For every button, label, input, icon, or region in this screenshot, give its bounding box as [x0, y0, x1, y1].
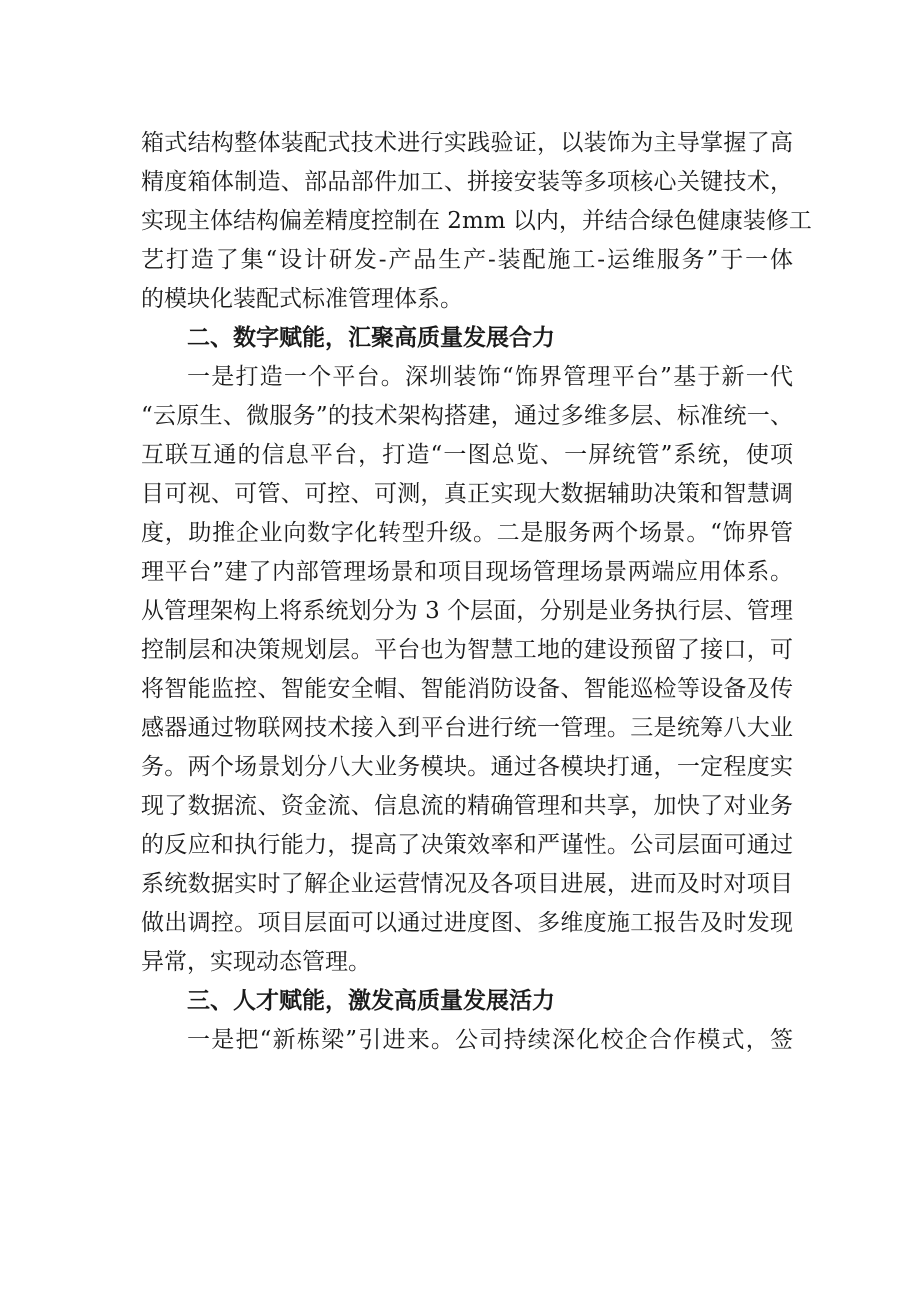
text-line: “云原生、微服务”的技术架构搭建，通过多维多层、标准统一、 [141, 403, 793, 429]
text-line: 异常，实现动态管理。 [141, 949, 371, 975]
text-line: 现了数据流、资金流、信息流的精确管理和共享，加快了对业务 [141, 793, 793, 819]
text-line: 一是把“新栋梁”引进来。公司持续深化校企合作模式，签 [187, 1027, 793, 1053]
text-line: 艺打造了集“设计研发-产品生产-装配施工-运维服务”于一体 [141, 247, 793, 273]
paragraph-digital [141, 358, 793, 982]
text-line: 的反应和执行能力，提高了决策效率和严谨性。公司层面可通过 [141, 832, 793, 858]
text-line: 系统数据实时了解企业运营情况及各项目进展，进而及时对项目 [141, 871, 793, 897]
text-line: 目可视、可管、可控、可测，真正实现大数据辅助决策和智慧调 [141, 481, 793, 507]
text-line: 精度箱体制造、部品部件加工、拼接安装等多项核心关键技术， [141, 169, 793, 195]
document-body [141, 124, 812, 1060]
text-line: 实现主体结构偏差精度控制在 2mm 以内，并结合绿色健康装修工 [141, 208, 812, 234]
paragraph-continuation [141, 124, 812, 319]
section-heading-digital: 二、数字赋能，汇聚高质量发展合力 [187, 325, 555, 351]
text-line: 理平台”建了内部管理场景和项目现场管理场景两端应用体系。 [141, 559, 793, 585]
text-line: 度，助推企业向数字化转型升级。二是服务两个场景。“饰界管 [141, 520, 793, 546]
text-line: 感器通过物联网技术接入到平台进行统一管理。三是统筹八大业 [141, 715, 793, 741]
paragraph-talent [141, 1021, 793, 1060]
text-line: 的模块化装配式标准管理体系。 [141, 286, 463, 312]
text-line: 互联互通的信息平台，打造“一图总览、一屏统管”系统，使项 [141, 442, 793, 468]
text-line: 箱式结构整体装配式技术进行实践验证，以装饰为主导掌握了高 [141, 130, 793, 156]
text-line: 做出调控。项目层面可以通过进度图、多维度施工报告及时发现 [141, 910, 793, 936]
section-heading-talent: 三、人才赋能，激发高质量发展活力 [187, 988, 555, 1014]
text-line: 将智能监控、智能安全帽、智能消防设备、智能巡检等设备及传 [141, 676, 793, 702]
text-line: 控制层和决策规划层。平台也为智慧工地的建设预留了接口，可 [141, 637, 793, 663]
text-line: 从管理架构上将系统划分为 3 个层面，分别是业务执行层、管理 [141, 598, 793, 624]
text-line: 一是打造一个平台。深圳装饰“饰界管理平台”基于新一代 [187, 364, 793, 390]
text-line: 务。两个场景划分八大业务模块。通过各模块打通，一定程度实 [141, 754, 793, 780]
